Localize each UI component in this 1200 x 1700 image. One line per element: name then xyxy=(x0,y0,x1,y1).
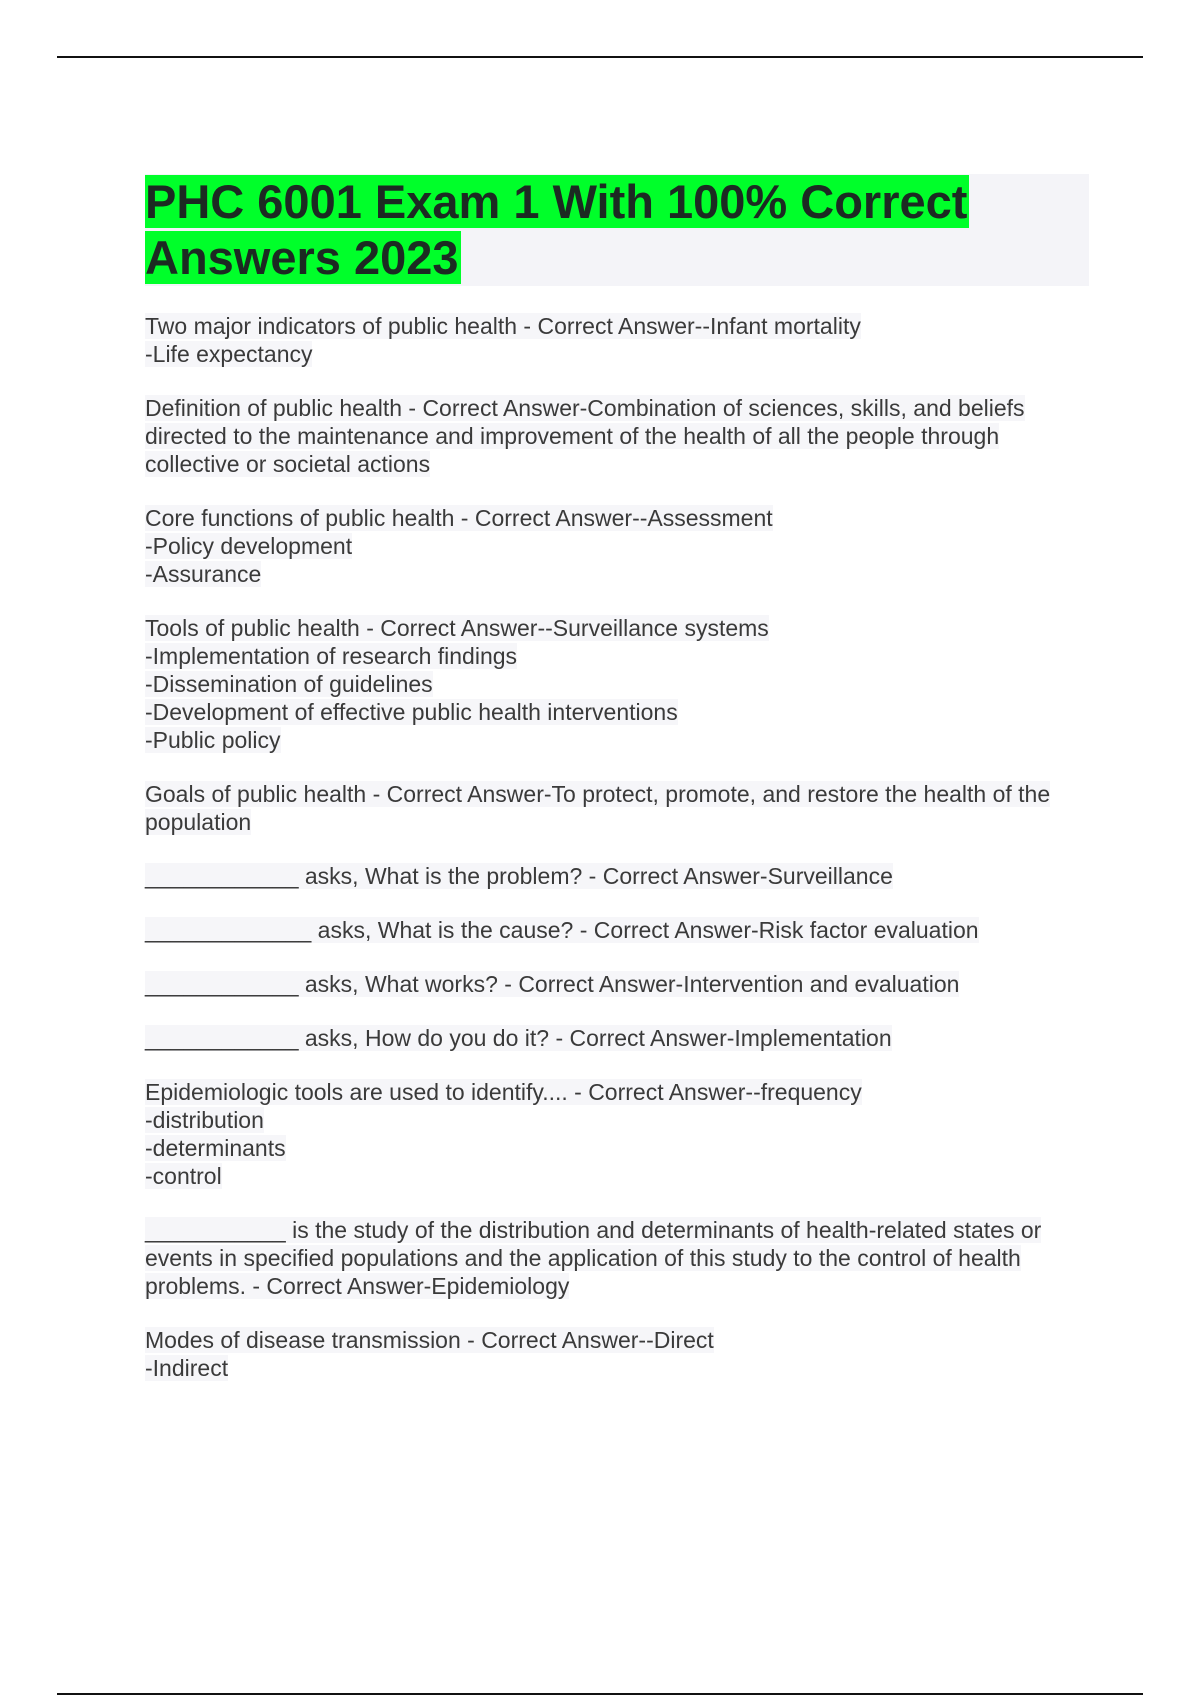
qa-item xyxy=(145,394,1085,478)
qa-item xyxy=(145,614,1085,754)
title-highlight: PHC 6001 Exam 1 With 100% Correct Answers 2023 xyxy=(145,175,968,284)
qa-list xyxy=(145,312,1085,1408)
top-rule xyxy=(57,56,1143,58)
qa-item xyxy=(145,1024,1085,1052)
qa-item-text: Epidemiologic tools are used to identify.... - Correct Answer--frequency -distribution -determinants -control xyxy=(145,1079,862,1189)
qa-item-text: Core functions of public health - Correct Answer--Assessment -Policy development -Assurance xyxy=(145,505,773,587)
qa-item xyxy=(145,1326,1085,1382)
qa-item-text: _____________ asks, What is the cause? - Correct Answer-Risk factor evaluation xyxy=(145,917,979,943)
qa-item xyxy=(145,916,1085,944)
qa-item xyxy=(145,780,1085,836)
qa-item-text: ____________ asks, What is the problem? - Correct Answer-Surveillance xyxy=(145,863,893,889)
qa-item-text: ____________ asks, What works? - Correct Answer-Intervention and evaluation xyxy=(145,971,960,997)
qa-item xyxy=(145,1078,1085,1190)
qa-item-text: ____________ asks, How do you do it? - Correct Answer-Implementation xyxy=(145,1025,892,1051)
qa-item xyxy=(145,312,1085,368)
qa-item-text: ___________ is the study of the distribution and determinants of health-related states or events in specified populations and the application of this study to the control of health problems. - Correct Answer-Epidemiology xyxy=(145,1217,1042,1299)
qa-item-text: Goals of public health - Correct Answer-To protect, promote, and restore the health of the population xyxy=(145,781,1051,835)
qa-item-text: Modes of disease transmission - Correct Answer--Direct -Indirect xyxy=(145,1327,714,1381)
qa-item xyxy=(145,862,1085,890)
document-title xyxy=(145,174,1005,286)
qa-item-text: Definition of public health - Correct Answer-Combination of sciences, skills, and beliefs directed to the maintenance and improvement of the health of all the people through collective or societal actions xyxy=(145,395,1025,477)
qa-item-text: Two major indicators of public health - Correct Answer--Infant mortality -Life expectancy xyxy=(145,313,861,367)
qa-item xyxy=(145,1216,1085,1300)
qa-item-text: Tools of public health - Correct Answer--Surveillance systems -Implementation of research findings -Dissemination of guidelines -Development of effective public health interventions -Public policy xyxy=(145,615,769,753)
qa-item xyxy=(145,504,1085,588)
qa-item xyxy=(145,970,1085,998)
title-block xyxy=(145,174,1089,286)
bottom-rule xyxy=(57,1693,1143,1695)
